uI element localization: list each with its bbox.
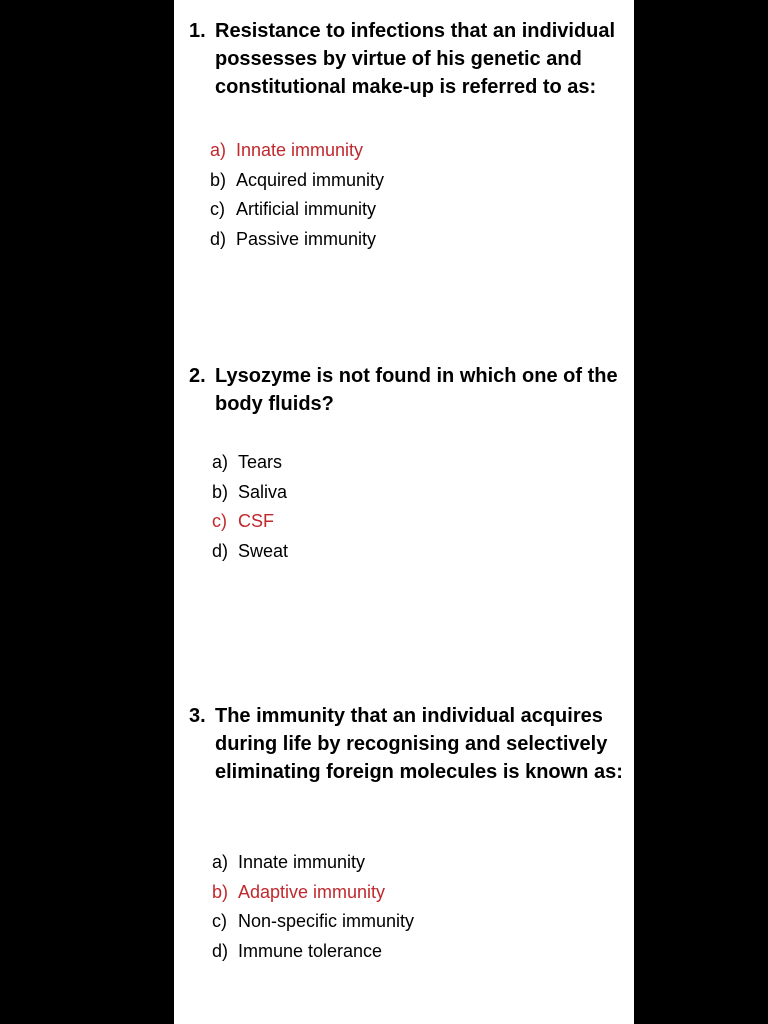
document-page [174,0,634,1024]
option-letter: d) [212,940,229,961]
option-letter: c) [210,199,225,219]
options-list-2 [212,448,288,566]
question-text: Lysozyme is not found in which one of the body fluids? [215,365,618,415]
option-text: Passive immunity [236,228,377,249]
option-text: CSF [238,511,274,531]
option-letter: a) [210,140,227,160]
question-text: Resistance to infections that an individual possesses by virtue of his genetic and constitutional make-up is referred to as: [215,20,616,98]
option-text: Sweat [238,540,289,561]
question-text: The immunity that an individual acquires during life by recognising and selectively eliminating foreign molecules is known as: [215,705,623,783]
option-letter: b) [210,169,227,190]
question-number: 3. [189,705,206,727]
option-text: Acquired immunity [236,169,385,190]
option-text: Innate immunity [238,852,366,872]
option-2a [212,448,288,478]
option-1d [210,225,384,255]
option-text: Artificial immunity [236,199,377,219]
option-letter: a) [212,452,229,472]
option-text: Innate immunity [236,140,364,160]
option-3a [212,848,414,878]
option-text: Adaptive immunity [238,881,386,902]
option-2d [212,537,288,567]
options-list-1 [210,136,384,254]
option-1a [210,136,384,166]
options-list-3 [212,848,414,966]
option-text: Immune tolerance [238,940,383,961]
question-stem [189,362,634,418]
question-stem [189,702,634,786]
question-2 [189,362,634,418]
option-letter: d) [210,228,227,249]
option-1c [210,195,384,225]
option-letter: c) [212,911,227,931]
question-3 [189,702,634,786]
question-1 [189,17,634,101]
option-text: Non-specific immunity [238,911,415,931]
option-3c [212,907,414,937]
option-letter: c) [212,511,227,531]
question-stem [189,17,634,101]
option-letter: a) [212,852,229,872]
option-letter: b) [212,481,229,502]
option-text: Saliva [238,481,288,502]
option-3b [212,878,414,908]
option-2b [212,478,288,508]
question-number: 1. [189,20,206,42]
option-3d [212,937,414,967]
option-letter: d) [212,540,229,561]
question-number: 2. [189,365,206,387]
option-2c [212,507,288,537]
option-letter: b) [212,881,229,902]
option-1b [210,166,384,196]
option-text: Tears [238,452,283,472]
